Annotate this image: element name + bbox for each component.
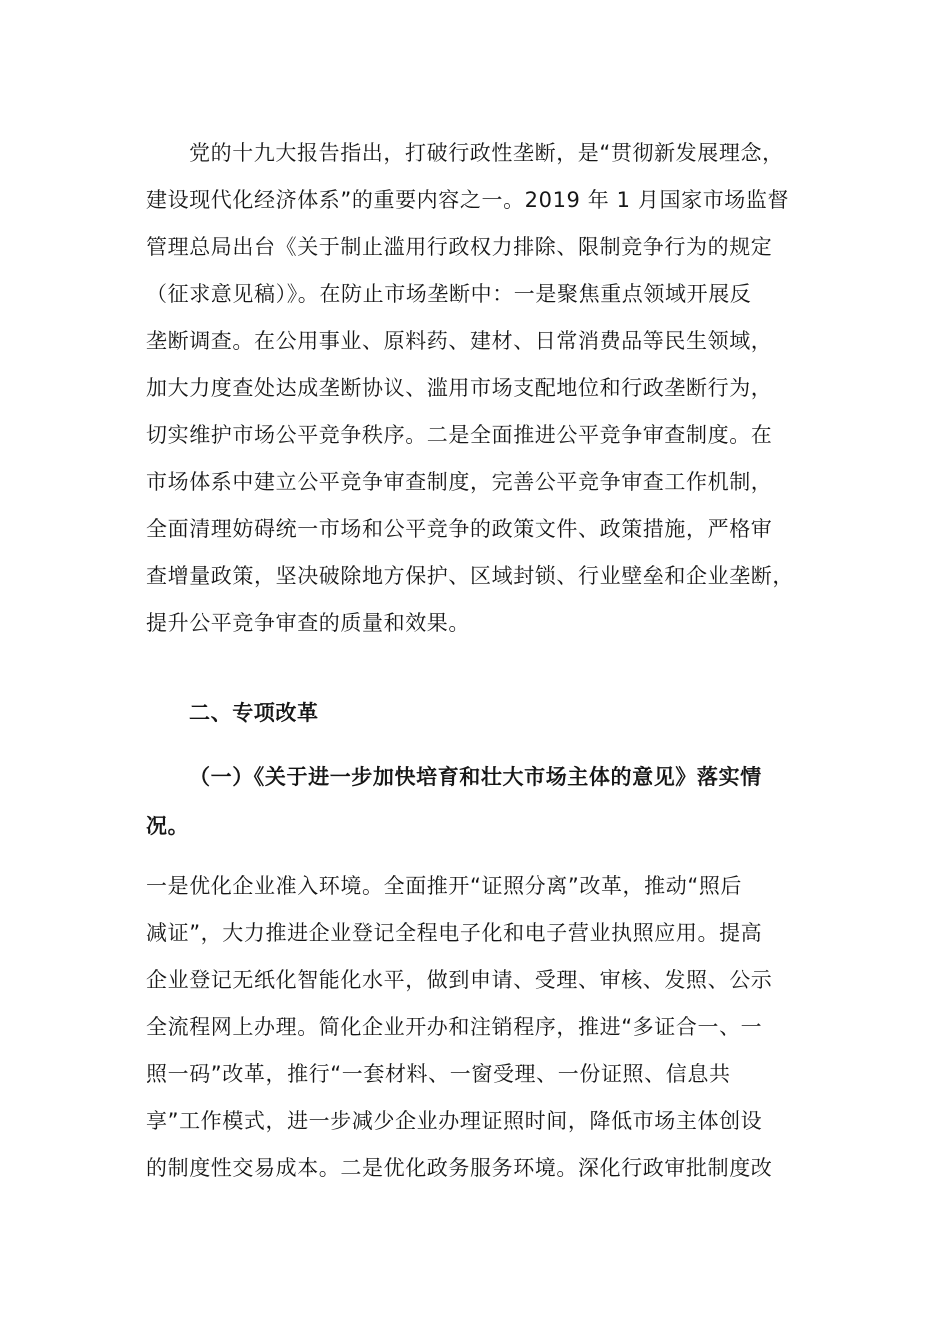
paragraph-2-line: 照一码”改革，推行“一套材料、一窗受理、一份证照、信息共 xyxy=(146,1062,731,1086)
paragraph-1-line: 提升公平竞争审查的质量和效果。 xyxy=(146,611,470,635)
paragraph-1-line: 垄断调查。在公用事业、原料药、建材、日常消费品等民生领域， xyxy=(146,329,773,353)
paragraph-1-line: 建设现代化经济体系”的重要内容之一。2019 年 1 月国家市场监督 xyxy=(146,188,790,212)
paragraph-1-line: （征求意见稿）》。在防止市场垄断中：一是聚焦重点领域开展反 xyxy=(146,282,752,306)
paragraph-2-line: 的制度性交易成本。二是优化政务服务环境。深化行政审批制度改 xyxy=(146,1156,773,1180)
paragraph-2-line: 一是优化企业准入环境。全面推开“证照分离”改革，推动“照后 xyxy=(146,874,743,898)
paragraph-1-line: 全面清理妨碍统一市场和公平竞争的政策文件、政策措施，严格审 xyxy=(146,517,773,541)
subsection-heading-line: （一）《关于进一步加快培育和壮大市场主体的意见》落实情 xyxy=(189,765,762,789)
paragraph-1-line: 党的十九大报告指出，打破行政性垄断，是“贯彻新发展理念， xyxy=(189,141,784,165)
paragraph-1-line: 市场体系中建立公平竞争审查制度，完善公平竞争审查工作机制， xyxy=(146,470,773,494)
subsection-heading-line: 况。 xyxy=(146,814,190,838)
section-heading: 二、专项改革 xyxy=(189,701,319,725)
paragraph-2-line: 享”工作模式，进一步减少企业办理证照时间，降低市场主体创设 xyxy=(146,1109,763,1133)
paragraph-1-line: 管理总局出台《关于制止滥用行政权力排除、限制竞争行为的规定 xyxy=(146,235,773,259)
paragraph-1-line: 切实维护市场公平竞争秩序。二是全面推进公平竞争审查制度。在 xyxy=(146,423,773,447)
paragraph-2-line: 企业登记无纸化智能化水平，做到申请、受理、审核、发照、公示 xyxy=(146,968,773,992)
paragraph-2-line: 全流程网上办理。简化企业开办和注销程序，推进“多证合一、一 xyxy=(146,1015,763,1039)
paragraph-1-line: 加大力度查处达成垄断协议、滥用市场支配地位和行政垄断行为， xyxy=(146,376,773,400)
paragraph-2-line: 减证”，大力推进企业登记全程电子化和电子营业执照应用。提高 xyxy=(146,921,763,945)
paragraph-1-line: 查增量政策，坚决破除地方保护、区域封锁、行业壁垒和企业垄断， xyxy=(146,564,794,588)
